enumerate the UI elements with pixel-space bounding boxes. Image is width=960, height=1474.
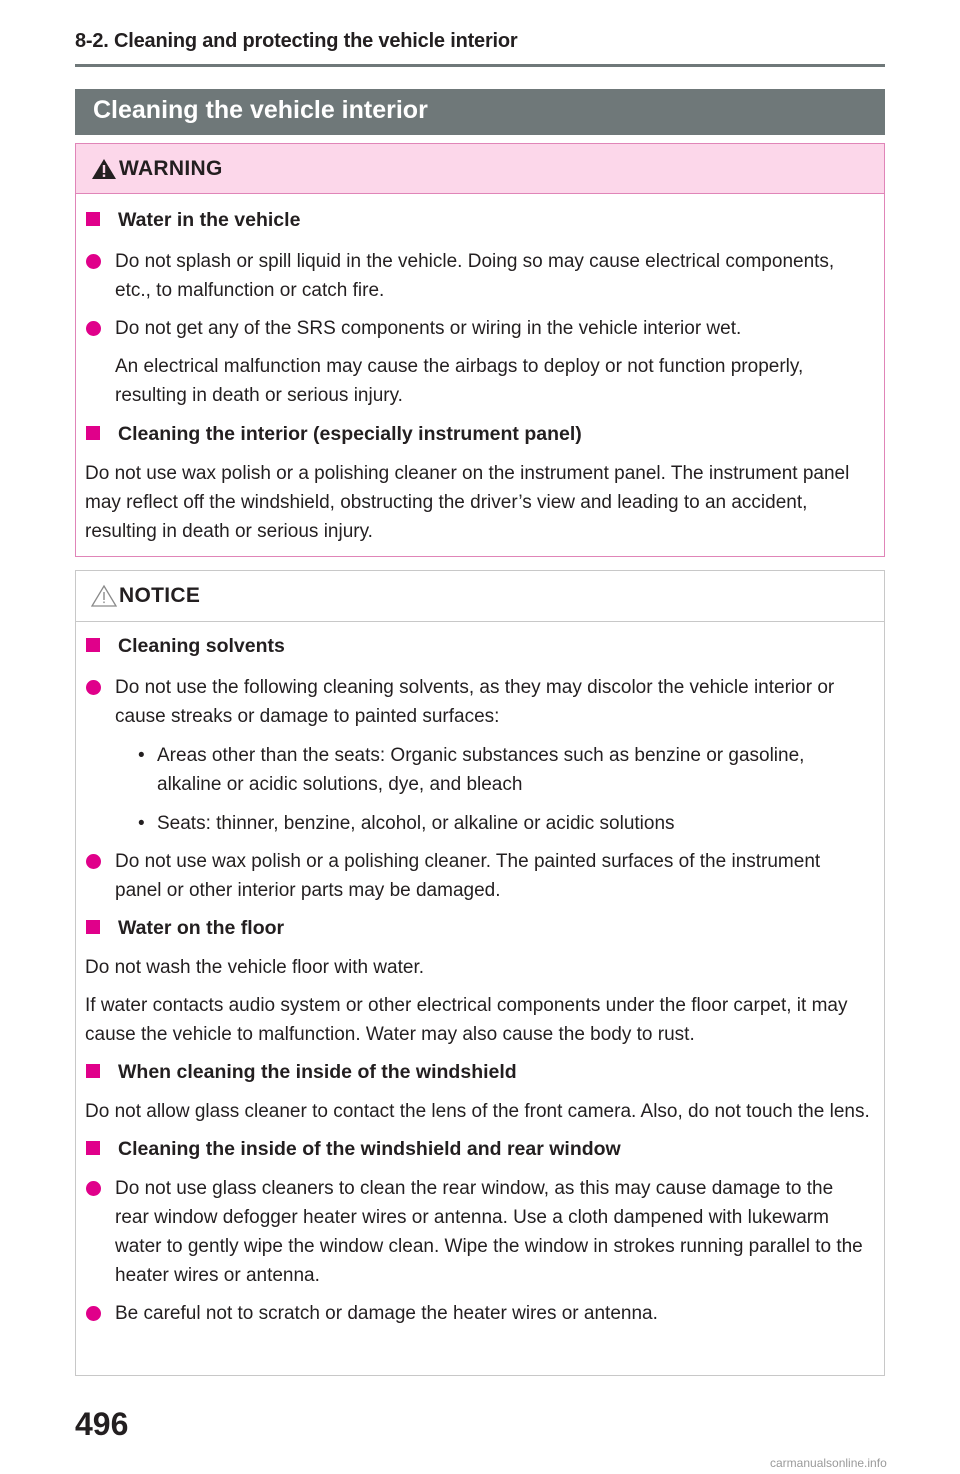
notice-label: NOTICE <box>119 584 201 607</box>
notice-paragraph: Do not allow glass cleaner to contact the lens of the front camera. Also, do not touch the lens. <box>85 1101 870 1122</box>
warning-header <box>76 144 884 194</box>
notice-header <box>76 571 884 622</box>
warning-paragraph: An electrical malfunction may cause the airbags to deploy or not function properly, resulting in death or serious injury. <box>115 356 804 406</box>
notice-heading-solvents: Cleaning solvents <box>85 632 870 661</box>
notice-sub-item: • Areas other than the seats: Organic substances such as benzine or gasoline, alkaline or acidic solutions, dye, and bleach <box>138 741 870 799</box>
notice-bullet: Do not use glass cleaners to clean the rear window, as this may cause damage to the rear window defogger heater wires or antenna. Use a cloth dampened with lukewarm water to gently wipe the window clean. Wipe the window in strokes running parallel to the heater wires or antenna. <box>85 1174 870 1290</box>
notice-paragraph: Do not wash the vehicle floor with water. <box>85 957 425 978</box>
notice-heading-windshield: When cleaning the inside of the windshield <box>85 1058 870 1087</box>
caution-triangle-icon <box>91 584 117 608</box>
warning-label: WARNING <box>119 157 223 180</box>
running-head: 8-2. Cleaning and protecting the vehicle interior <box>75 30 518 52</box>
section-title: Cleaning the vehicle interior <box>75 89 885 135</box>
notice-bullet: Do not use wax polish or a polishing cleaner. The painted surfaces of the instrument panel or other interior parts may be damaged. <box>85 847 870 905</box>
warning-box <box>75 143 885 557</box>
notice-sub-list <box>85 741 870 838</box>
notice-bullet: Be careful not to scratch or damage the heater wires or antenna. <box>85 1299 870 1328</box>
warning-heading-interior: Cleaning the interior (especially instrument panel) <box>85 420 870 449</box>
header-rule <box>75 64 885 67</box>
watermark: carmanualsonline.info <box>770 1456 887 1470</box>
notice-sub-item: • Seats: thinner, benzine, alcohol, or alkaline or acidic solutions <box>138 809 870 838</box>
warning-triangle-icon <box>91 157 117 181</box>
notice-paragraph: If water contacts audio system or other electrical components under the floor carpet, it may cause the vehicle to malfunction. Water may also cause the body to rust. <box>85 995 848 1045</box>
notice-box <box>75 570 885 1376</box>
page-number: 496 <box>75 1406 129 1442</box>
notice-bullet: Do not use the following cleaning solvents, as they may discolor the vehicle interior or cause streaks or damage to painted surfaces: <box>85 673 870 731</box>
warning-bullet: Do not splash or spill liquid in the vehicle. Doing so may cause electrical components, etc., to malfunction or catch fire. <box>85 247 870 305</box>
notice-body <box>76 632 884 1328</box>
warning-heading-water: Water in the vehicle <box>85 206 870 235</box>
notice-heading-floor: Water on the floor <box>85 914 870 943</box>
warning-paragraph: Do not use wax polish or a polishing cleaner on the instrument panel. The instrument panel may reflect off the windshield, obstructing the driver’s view and leading to an accident, resulting in death or serious injury. <box>85 463 850 542</box>
notice-heading-rear-window: Cleaning the inside of the windshield and rear window <box>85 1135 870 1164</box>
warning-bullet: Do not get any of the SRS components or wiring in the vehicle interior wet. <box>85 314 870 343</box>
warning-body <box>76 206 884 546</box>
